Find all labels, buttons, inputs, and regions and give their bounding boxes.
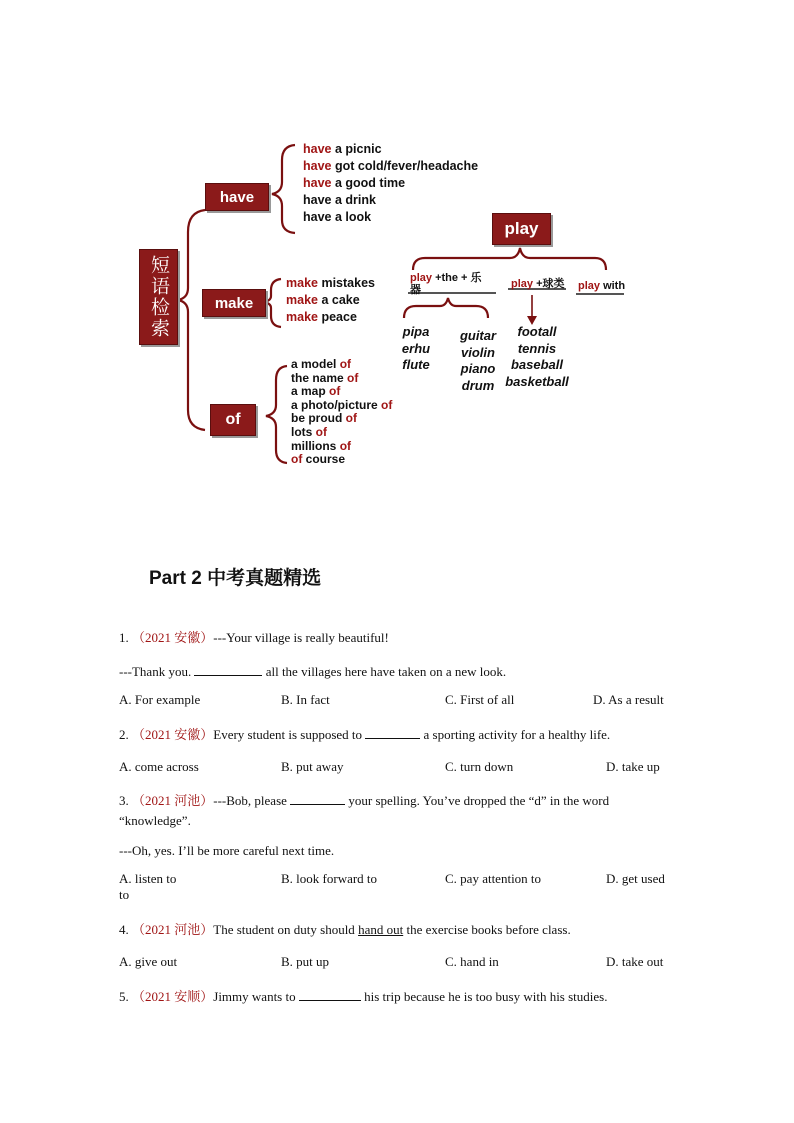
instrument-item: erhu — [401, 340, 431, 356]
question-1: 1. （2021 安徽）---Your village is really beautiful! — [119, 630, 389, 645]
play-with-label: play with — [578, 280, 626, 292]
make-box: make — [202, 289, 266, 317]
of-phrase: be proud of — [291, 411, 357, 426]
of-phrase-list — [291, 358, 392, 467]
option-c[interactable]: C. pay attention to — [445, 871, 542, 886]
question-1-line2: ---Thank you. all the villages here have taken on a new look. — [119, 664, 507, 679]
option-a[interactable]: A. For example — [119, 692, 201, 707]
of-phrase: a map of — [291, 384, 341, 399]
option-d[interactable]: D. take out — [606, 954, 664, 969]
option-a[interactable]: A. come across — [119, 759, 199, 774]
instrument-item: piano — [460, 361, 496, 376]
of-phrase: the name of — [291, 370, 359, 385]
have-phrase: have a look — [303, 210, 372, 224]
option-c[interactable]: C. turn down — [445, 759, 514, 774]
make-phrase: make mistakes — [286, 276, 375, 290]
option-d[interactable]: D. As a result — [593, 692, 664, 707]
play-instrument-label-wrap: 器 — [410, 284, 421, 296]
question-source-tag: （2021 安徽） — [132, 727, 214, 742]
instrument-item: violin — [461, 344, 495, 360]
play-brace — [413, 248, 606, 270]
have-phrase: have got cold/fever/headache — [303, 159, 479, 173]
ball-item: baseball — [510, 357, 564, 372]
answer-blank[interactable] — [299, 988, 361, 1001]
of-box: of — [210, 404, 256, 436]
have-phrase-list — [303, 141, 478, 226]
answer-blank[interactable] — [365, 726, 420, 739]
play-box: play — [492, 213, 551, 245]
make-phrase: make peace — [286, 310, 357, 324]
option-d-wrap: to — [119, 887, 130, 902]
have-phrase: have a drink — [303, 193, 376, 207]
ball-item: footall — [517, 324, 557, 339]
option-b[interactable]: B. put up — [281, 954, 330, 969]
phrase-mind-map — [0, 0, 794, 500]
underlined-phrase: hand out — [358, 922, 404, 937]
play-ball-label: play +球类 — [511, 278, 565, 290]
option-c[interactable]: C. hand in — [445, 954, 499, 969]
of-phrase: lots of — [291, 424, 327, 439]
instrument-item: pipa — [402, 324, 430, 339]
option-b[interactable]: B. In fact — [281, 692, 330, 707]
question-3: 3. （2021 河池）---Bob, please your spelling. You’ve dropped the “d” in the word — [119, 793, 610, 808]
ball-item: tennis — [517, 340, 557, 356]
ball-list — [500, 324, 574, 390]
answer-blank[interactable] — [194, 663, 262, 676]
question-3-line3: ---Oh, yes. I’ll be more careful next time. — [119, 843, 335, 858]
of-phrase: a photo/picture of — [291, 397, 393, 412]
option-c[interactable]: C. First of all — [445, 692, 515, 707]
question-source-tag: （2021 河池） — [132, 922, 214, 937]
option-a[interactable]: A. give out — [119, 954, 178, 969]
have-box: have — [205, 183, 269, 211]
have-brace — [272, 145, 295, 233]
instrument-brace — [404, 298, 488, 318]
make-phrase: make a cake — [286, 293, 360, 307]
center-box: 短语检索 — [139, 249, 178, 345]
question-3-line2: “knowledge”. — [119, 813, 191, 828]
instrument-list-right — [455, 328, 501, 394]
instrument-list-left — [398, 324, 434, 374]
main-brace — [178, 210, 205, 430]
part-title: Part 2 中考真题精选 — [149, 568, 322, 589]
option-d[interactable]: D. get used — [606, 871, 665, 886]
make-phrase-list — [286, 275, 375, 326]
question-2: 2. （2021 安徽）Every student is supposed to a sporting activity for a healthy life. — [119, 727, 611, 742]
ball-item: basketball — [505, 373, 569, 389]
of-phrase: of course — [291, 452, 346, 467]
option-d[interactable]: D. take up — [606, 759, 660, 774]
of-brace — [266, 366, 287, 463]
instrument-item: flute — [402, 357, 430, 372]
mind-map-connectors — [0, 0, 794, 500]
have-phrase: have a picnic — [303, 142, 382, 156]
question-source-tag: （2021 安顺） — [132, 989, 214, 1004]
have-phrase: have a good time — [303, 176, 406, 190]
of-phrase: a model of — [291, 357, 352, 371]
option-a[interactable]: A. listen to — [119, 871, 177, 886]
question-4: 4. （2021 河池）The student on duty should hand out the exercise books before class. — [119, 922, 571, 937]
instrument-item: guitar — [459, 328, 497, 343]
of-phrase: millions of — [291, 438, 352, 453]
option-b[interactable]: B. put away — [281, 759, 344, 774]
instrument-item: drum — [461, 377, 495, 393]
option-b[interactable]: B. look forward to — [281, 871, 378, 886]
question-5: 5. （2021 安顺）Jimmy wants to his trip because he is too busy with his studies. — [119, 989, 608, 1004]
question-source-tag: （2021 河池） — [132, 793, 214, 808]
question-source-tag: （2021 安徽） — [132, 630, 214, 645]
play-instrument-label: play +the + 乐 — [410, 272, 482, 284]
answer-blank[interactable] — [290, 792, 345, 805]
